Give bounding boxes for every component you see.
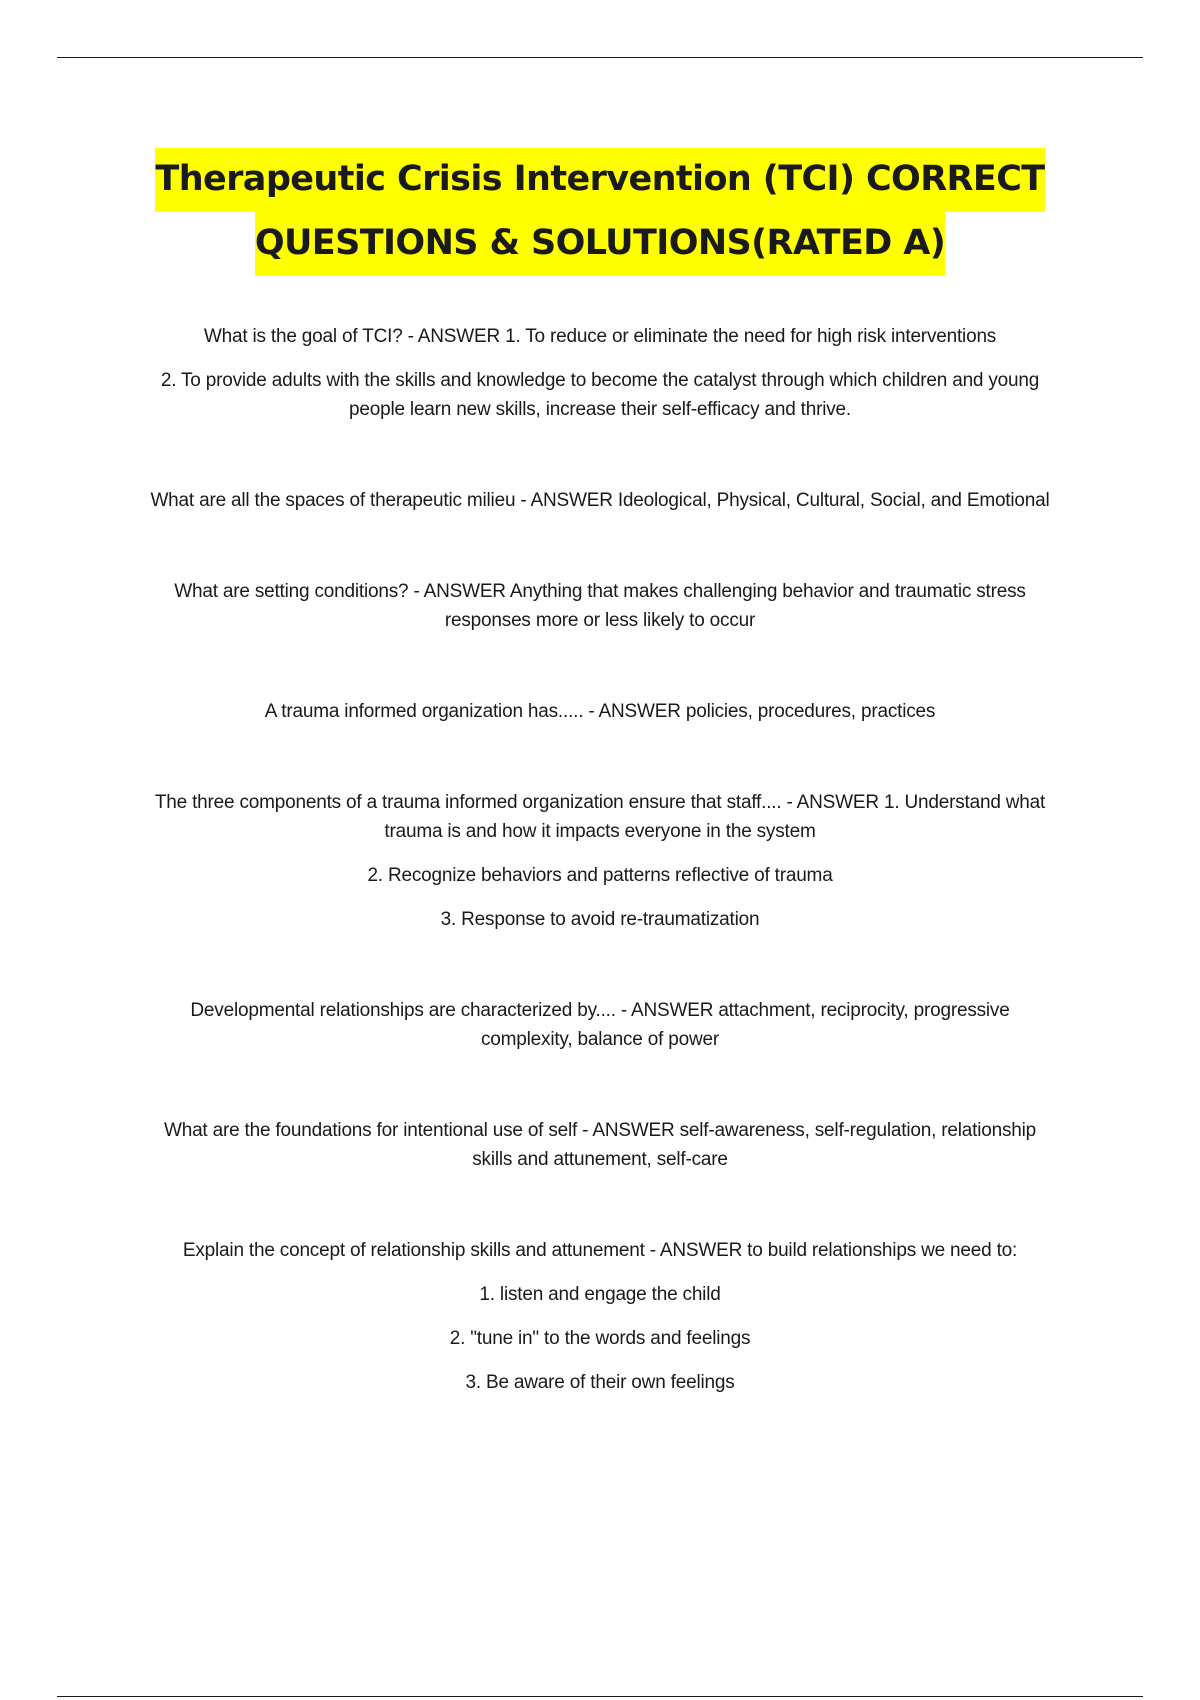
qa-block-developmental — [150, 996, 1050, 1054]
qa-question-text: The three components of a trauma informed organization ensure that staff.... - ANSWER 1. Understand what trauma is and how it impacts everyone in the system — [154, 792, 1046, 842]
qa-block-attunement — [150, 1236, 1050, 1397]
qa-block-milieu — [150, 486, 1050, 515]
qa-answer-line: 2. "tune in" to the words and feelings — [449, 1328, 751, 1349]
qa-answer-line: 3. Response to avoid re-traumatization — [440, 909, 760, 930]
qa-question-text: A trauma informed organization has..... - ANSWER policies, procedures, practices — [264, 701, 936, 722]
qa-block-intentional-self — [150, 1116, 1050, 1174]
qa-block-goal — [150, 322, 1050, 424]
qa-block-trauma-org — [150, 697, 1050, 726]
block-spacer — [150, 1054, 1050, 1116]
document-title — [0, 148, 1200, 276]
qa-question-text: What are the foundations for intentional use of self - ANSWER self-awareness, self-regulation, relationship skills and attunement, self-care — [163, 1120, 1037, 1170]
block-spacer — [150, 635, 1050, 697]
qa-answer-line: 3. Be aware of their own feelings — [465, 1372, 735, 1393]
title-line-2: QUESTIONS & SOLUTIONS(RATED A) — [255, 212, 945, 276]
block-spacer — [150, 726, 1050, 788]
block-spacer — [150, 1174, 1050, 1236]
title-line-1: Therapeutic Crisis Intervention (TCI) CORRECT — [155, 148, 1044, 212]
block-spacer — [150, 515, 1050, 577]
qa-block-setting-conditions — [150, 577, 1050, 635]
qa-content — [150, 322, 1050, 1397]
bottom-rule — [57, 1696, 1143, 1697]
qa-question-text: What is the goal of TCI? - ANSWER 1. To reduce or eliminate the need for high risk interventions — [203, 326, 997, 347]
qa-answer-line: 2. Recognize behaviors and patterns reflective of trauma — [367, 865, 833, 886]
qa-question-text: What are all the spaces of therapeutic milieu - ANSWER Ideological, Physical, Cultural, Social, and Emotional — [150, 490, 1050, 511]
qa-question-text: Developmental relationships are characterized by.... - ANSWER attachment, reciprocity, progressive complexity, balance of power — [190, 1000, 1010, 1050]
block-spacer — [150, 934, 1050, 996]
qa-question-text: What are setting conditions? - ANSWER Anything that makes challenging behavior and traumatic stress responses more or less likely to occur — [174, 581, 1026, 631]
qa-answer-line: 2. To provide adults with the skills and knowledge to become the catalyst through which children and young people learn new skills, increase their self-efficacy and thrive. — [160, 370, 1040, 420]
block-spacer — [150, 424, 1050, 486]
qa-block-three-components — [150, 788, 1050, 934]
top-rule — [57, 57, 1143, 58]
qa-question-text: Explain the concept of relationship skills and attunement - ANSWER to build relationships we need to: — [182, 1240, 1018, 1261]
qa-answer-line: 1. listen and engage the child — [479, 1284, 721, 1305]
